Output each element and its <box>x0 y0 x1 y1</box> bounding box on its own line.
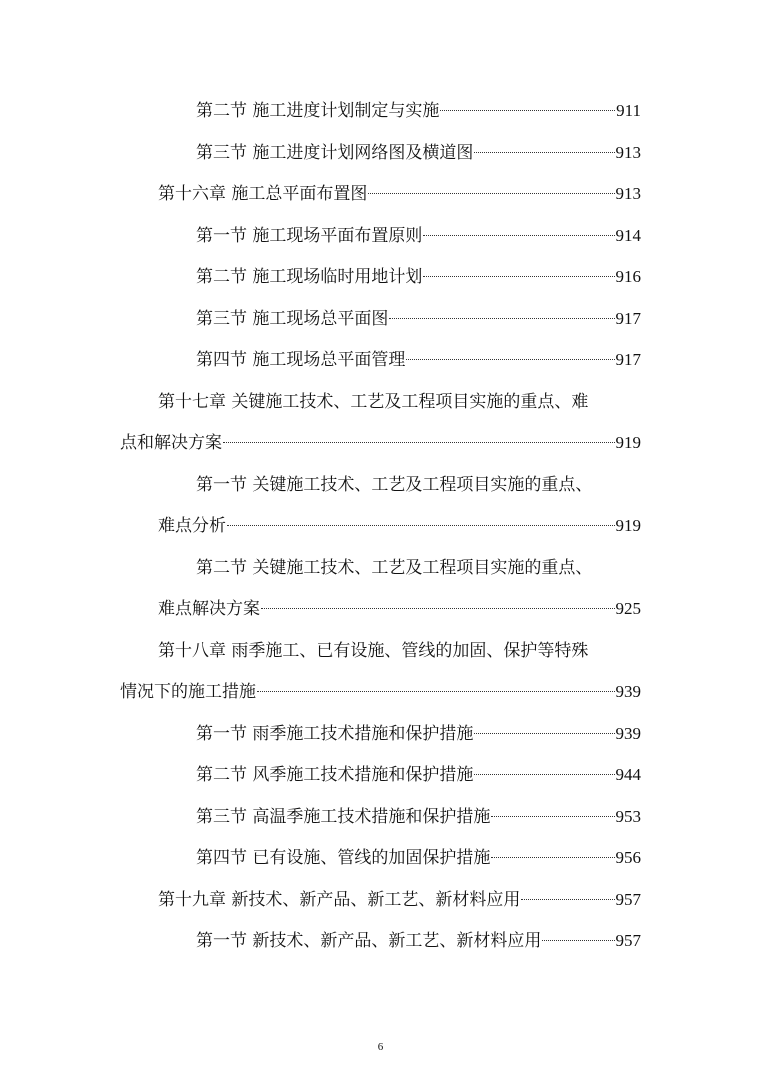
toc-entry-title: 第一节 关键施工技术、工艺及工程项目实施的重点、 <box>196 475 593 495</box>
toc-entry-title: 第十八章 雨季施工、已有设施、管线的加固、保护等特殊 <box>158 641 589 661</box>
toc-entry-section <box>196 346 641 374</box>
toc-entry-title-continued: 难点分析 <box>158 516 226 536</box>
toc-entry-chapter <box>158 180 641 208</box>
toc-dot-leader <box>474 152 614 153</box>
toc-entry-chapter-continuation <box>120 678 641 706</box>
toc-entry-section <box>196 803 641 831</box>
toc-dot-leader <box>474 733 614 734</box>
toc-entry-title: 第三节 高温季施工技术措施和保护措施 <box>196 807 491 827</box>
toc-page-number: 939 <box>615 682 641 701</box>
toc-entry-section-first-line <box>196 471 641 499</box>
toc-entry-title: 第四节 施工现场总平面管理 <box>196 350 406 370</box>
toc-entry-section <box>196 761 641 789</box>
toc-entry-section <box>196 222 641 250</box>
toc-page-number: 911 <box>616 101 641 120</box>
toc-page-number: 939 <box>615 724 641 743</box>
toc-dot-leader <box>227 525 615 526</box>
toc-entry-section <box>196 844 641 872</box>
toc-dot-leader <box>542 940 614 941</box>
toc-entry-title-continued: 情况下的施工措施 <box>120 682 256 702</box>
toc-dot-leader <box>368 193 614 194</box>
toc-entry-title: 第一节 新技术、新产品、新工艺、新材料应用 <box>196 931 542 951</box>
toc-page-number: 917 <box>615 309 641 328</box>
toc-entry-chapter-continuation <box>120 429 641 457</box>
toc-dot-leader <box>423 276 614 277</box>
toc-entry-section-continuation <box>158 512 641 540</box>
toc-entry-title: 第一节 施工现场平面布置原则 <box>196 226 423 246</box>
toc-entry-title: 第三节 施工进度计划网络图及横道图 <box>196 143 474 163</box>
toc-entry-chapter-first-line <box>158 637 641 665</box>
page-number-footer: 6 <box>377 1041 384 1053</box>
toc-dot-leader <box>521 899 614 900</box>
toc-entry-title: 第二节 施工进度计划制定与实施 <box>196 101 440 121</box>
toc-dot-leader <box>261 608 615 609</box>
toc-entry-title: 第二节 风季施工技术措施和保护措施 <box>196 765 474 785</box>
toc-entry-title: 第十六章 施工总平面布置图 <box>158 184 368 204</box>
toc-entry-title-continued: 点和解决方案 <box>120 433 222 453</box>
toc-page-number: 944 <box>615 765 641 784</box>
toc-entry-title: 第二节 施工现场临时用地计划 <box>196 267 423 287</box>
toc-dot-leader <box>389 318 614 319</box>
toc-entry-section <box>196 139 641 167</box>
toc-entry-title-continued: 难点解决方案 <box>158 599 260 619</box>
toc-entry-section <box>196 720 641 748</box>
toc-entry-title: 第十七章 关键施工技术、工艺及工程项目实施的重点、难 <box>158 392 589 412</box>
toc-page-number: 913 <box>615 143 641 162</box>
toc-page-number: 953 <box>615 807 641 826</box>
toc-entry-section <box>196 927 641 955</box>
toc-page-number: 919 <box>615 433 641 452</box>
toc-entry-section <box>196 305 641 333</box>
toc-entry-section <box>196 263 641 291</box>
toc-page-number: 916 <box>615 267 641 286</box>
toc-entry-section-first-line <box>196 554 641 582</box>
toc-entry-title: 第三节 施工现场总平面图 <box>196 309 389 329</box>
toc-entry-chapter-first-line <box>158 388 641 416</box>
toc-entry-title: 第四节 已有设施、管线的加固保护措施 <box>196 848 491 868</box>
toc-dot-leader <box>474 774 614 775</box>
toc-entry-title: 第一节 雨季施工技术措施和保护措施 <box>196 724 474 744</box>
toc-entry-title: 第二节 关键施工技术、工艺及工程项目实施的重点、 <box>196 558 593 578</box>
toc-page-number: 957 <box>615 931 641 950</box>
toc-dot-leader <box>257 691 615 692</box>
toc-page-number: 956 <box>615 848 641 867</box>
toc-dot-leader <box>423 235 614 236</box>
toc-dot-leader <box>406 359 614 360</box>
toc-page-number: 919 <box>615 516 641 535</box>
toc-entry-title: 第十九章 新技术、新产品、新工艺、新材料应用 <box>158 890 521 910</box>
toc-dot-leader <box>440 110 615 111</box>
toc-page-number: 914 <box>615 226 641 245</box>
toc-entry-section <box>196 97 641 125</box>
toc-dot-leader <box>491 857 614 858</box>
toc-dot-leader <box>223 442 615 443</box>
toc-page-number: 917 <box>615 350 641 369</box>
toc-page-number: 925 <box>615 599 641 618</box>
toc-page-number: 913 <box>615 184 641 203</box>
toc-entry-section-continuation <box>158 595 641 623</box>
toc-dot-leader <box>491 816 614 817</box>
toc-page-number: 957 <box>615 890 641 909</box>
toc-entry-chapter <box>158 886 641 914</box>
